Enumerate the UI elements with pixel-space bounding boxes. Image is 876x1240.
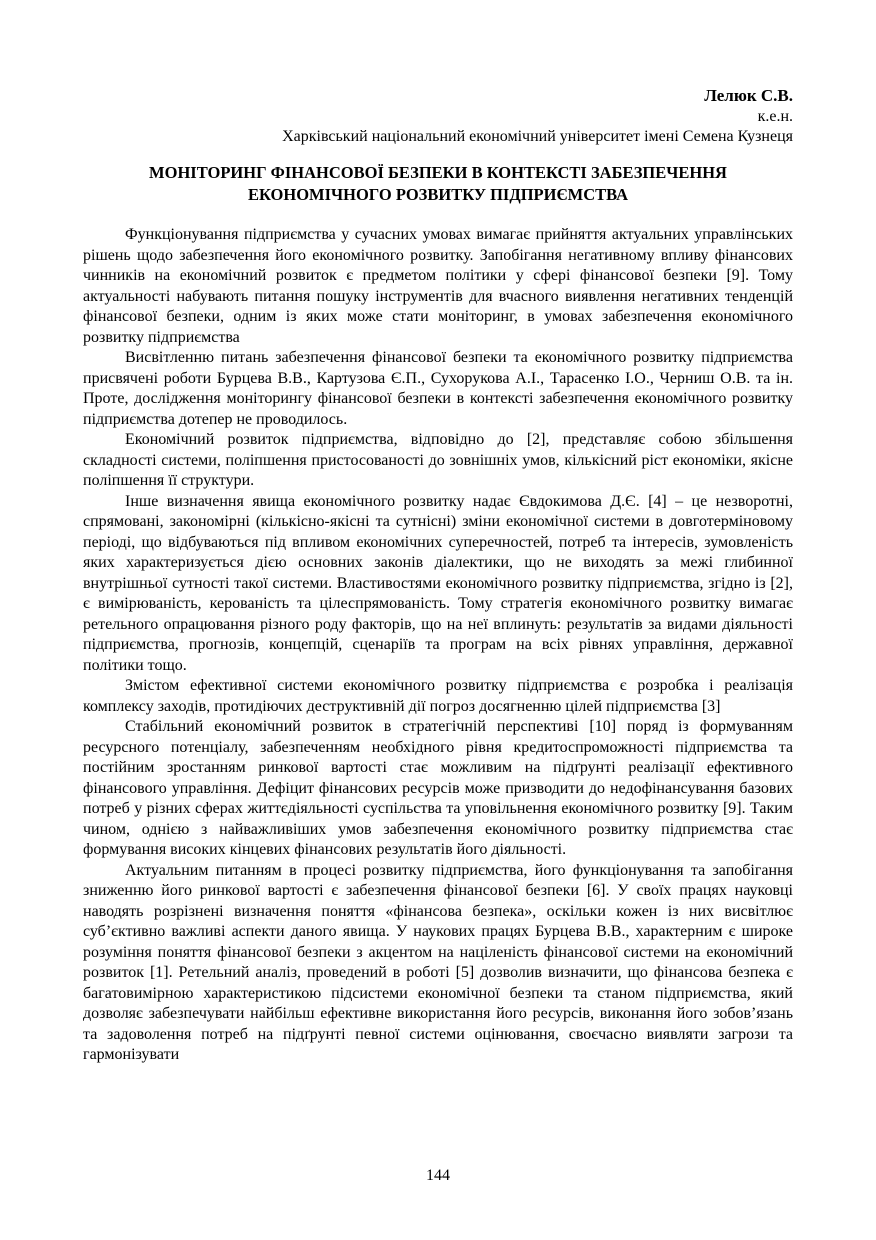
title-line-2: ЕКОНОМІЧНОГО РОЗВИТКУ ПІДПРИЄМСТВА [247, 185, 629, 204]
author-name: Лелюк С.В. [704, 86, 793, 105]
author-block [282, 86, 793, 148]
title-line-1: МОНІТОРИНГ ФІНАНСОВОЇ БЕЗПЕКИ В КОНТЕКСТІ ЗАБЕЗПЕЧЕННЯ [149, 163, 727, 182]
author-degree: к.е.н. [757, 107, 793, 125]
body-text [83, 225, 793, 1066]
paragraph: Інше визначення явища економічного розвитку надає Євдокимова Д.Є. [4] – це незворотні, спрямовані, закономірні (кількісно-якісні та сутнісні) зміни економічної системи в довготерміновому періоді, що відбуваються під впливом економічних суперечностей, потреб та інтересів, зумовленість яких характеризується дією основних законів діалектики, що не виходять за межі глибинної внутрішньої сутності такої системи. Властивостями економічного розвитку підприємства, згідно із [2], є вимірюваність, керованість та цілеспрямованість. Тому стратегія економічного розвитку вимагає ретельного опрацювання різного роду факторів, що на неї вплинуть: результатів за видами діяльності підприємства, прогнозів, концепцій, сценаріїв та програм на всіх рівнях управління, державної політики тощо. [83, 492, 793, 674]
paragraph: Стабільний економічний розвиток в стратегічній перспективі [10] поряд із формуванням ресурсного потенціалу, забезпеченням необхідного рівня кредитоспроможності підприємства та постійним зростанням ринкової вартості стає можливим на підґрунті реалізації ефективного фінансового управління. Дефіцит фінансових ресурсів може призводити до недофінансування базових потреб у різних сферах життєдіяльності суспільства та уповільнення економічного розвитку [9]. Таким чином, однією з найважливіших умов забезпечення економічного розвитку підприємства стає формування високих кінцевих фінансових результатів його діяльності. [83, 718, 793, 858]
paragraph: Актуальним питанням в процесі розвитку підприємства, його функціонування та запобігання зниженню його ринкової вартості є забезпечення фінансової безпеки [6]. У своїх працях науковці наводять розрізнені визначення поняття «фінансова безпека», оскільки кожен із них висвітлює суб’єктивно важливі аспекти даного явища. У наукових працях Бурцева В.В., характерним є широке розуміння поняття фінансової безпеки з акцентом на націленість фінансової системи на економічний розвиток [1]. Ретельний аналіз, проведений в роботі [5] дозволив визначити, що фінансова безпека є багатовимірною характеристикою підсистеми економічної безпеки та станом підприємства, який дозволяє забезпечувати найбільш ефективне використання його ресурсів, виконання його зобов’язань та задоволення потреб на підґрунті певної системи оцінювання, своєчасно виявляти загрози та гармонізувати [83, 861, 793, 1063]
paragraph: Змістом ефективної системи економічного розвитку підприємства є розробка і реалізація комплексу заходів, протидіючих деструктивній дії погроз досягненню цілей підприємства [3] [83, 677, 793, 715]
author-affiliation: Харківський національний економічний університет імені Семена Кузнеця [282, 128, 793, 145]
page-number: 144 [426, 1167, 450, 1184]
paragraph: Висвітленню питань забезпечення фінансової безпеки та економічного розвитку підприємства присвячені роботи Бурцева В.В., Картузова Є.П., Сухорукова А.І., Тарасенко І.О., Черниш О.В. та ін. Проте, дослідження моніторингу фінансової безпеки в контексті забезпечення економічного розвитку підприємства дотепер не проводилось. [83, 349, 793, 428]
paragraph: Економічний розвиток підприємства, відповідно до [2], представляє собою збільшення складності системи, поліпшення пристосованості до зовнішніх умов, кількісний ріст економіки, якісне поліпшення її структури. [83, 431, 793, 489]
paragraph: Функціонування підприємства у сучасних умовах вимагає прийняття актуальних управлінських рішень щодо забезпечення його економічного розвитку. Запобігання негативному впливу фінансових чинників на економічний розвиток є предметом політики у сфері фінансової безпеки [9]. Тому актуальності набувають питання пошуку інструментів для вчасного виявлення негативних тенденцій фінансової безпеки, одним із яких може стати моніторинг, в умовах забезпечення економічного розвитку підприємства [83, 226, 793, 346]
paper-title [83, 162, 793, 206]
